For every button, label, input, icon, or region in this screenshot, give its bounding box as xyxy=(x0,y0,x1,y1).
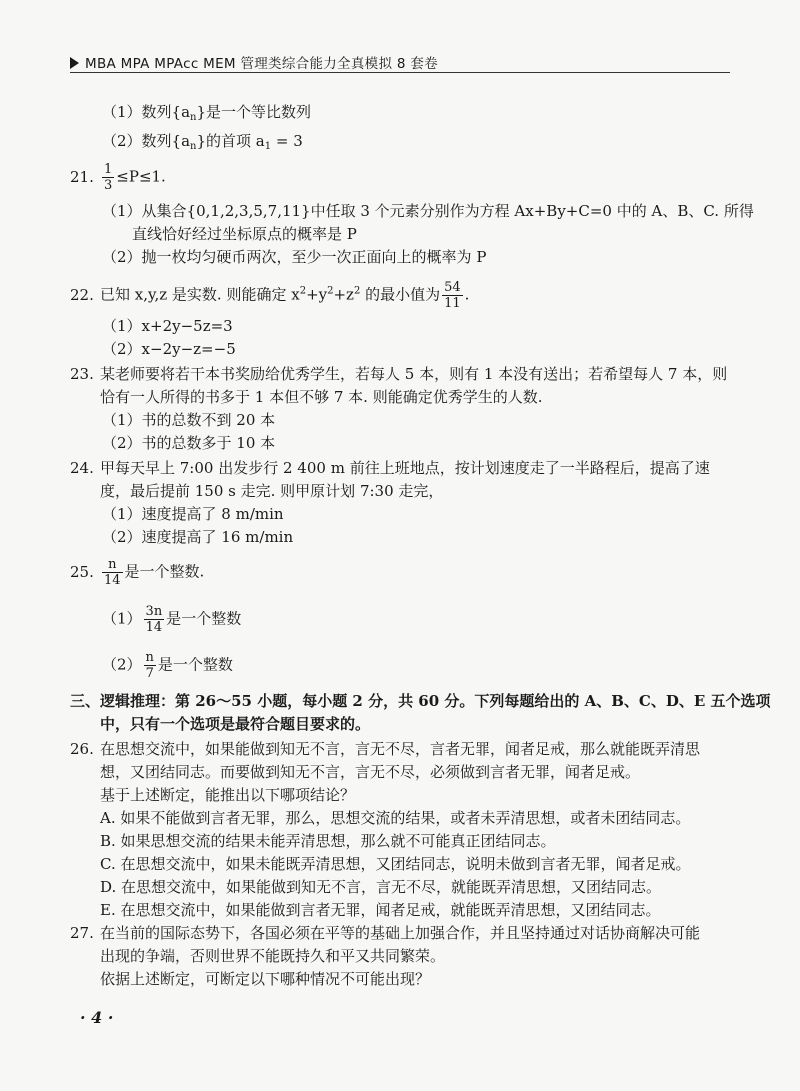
q22-sup-1: 2 xyxy=(299,285,307,297)
q26-option-d: D. 在思想交流中，如果能做到知无不言，言无不尽，就能既弄清思想，又团结同志。 xyxy=(100,878,662,896)
q20-c2-sub: n xyxy=(190,141,197,152)
q20-c1-sub: n xyxy=(190,112,197,123)
q22-fraction xyxy=(442,280,463,311)
running-header xyxy=(70,52,730,72)
q21-fraction xyxy=(102,162,114,193)
q22-stem-a: 已知 x,y,z 是实数. 则能确定 x xyxy=(100,285,300,304)
q22-sup-2: 2 xyxy=(327,285,334,297)
q23-stem-2: 恰有一人所得的书多于 1 本但不够 7 本. 则能确定优秀学生的人数. xyxy=(100,388,543,406)
q27-stem-1 xyxy=(70,923,700,943)
q23-condition-2: （2）书的总数多于 10 本 xyxy=(102,434,276,452)
q22-number: 22. xyxy=(70,285,94,304)
q27-number: 27. xyxy=(70,924,94,942)
q26-stem-3: 基于上述断定，能推出以下哪项结论？ xyxy=(100,786,356,804)
q20-c1-text: （1）数列{a xyxy=(102,103,191,121)
q24-number: 24. xyxy=(70,459,94,477)
q22-stem-b: +y xyxy=(306,285,328,304)
q26-stem-2: 想，又团结同志。而要做到知无不言，言无不尽，必须做到言者无罪，闻者足戒。 xyxy=(100,763,641,781)
q22-condition-1: （1）x+2y−5z=3 xyxy=(102,317,233,335)
q25-condition-2 xyxy=(102,650,233,681)
q25-c1-fraction xyxy=(144,604,165,635)
q25-c1-frac-top: 3n xyxy=(145,604,163,619)
q25-frac-bottom: 14 xyxy=(104,573,121,588)
q25-frac-top: n xyxy=(102,557,123,573)
q27-stem-2: 出现的争端，否则世界不能既持久和平又共同繁荣。 xyxy=(100,947,446,965)
q22-stem xyxy=(70,280,469,311)
q21-condition-2: （2）抛一枚均匀硬币两次，至少一次正面向上的概率为 P xyxy=(102,248,487,266)
q21-stem xyxy=(70,162,166,193)
q26-option-b: B. 如果思想交流的结果未能弄清思想，那么就不可能真正团结同志。 xyxy=(100,832,556,850)
q20-c2-mid: }的首项 a xyxy=(196,132,265,150)
q24-line-1: 甲每天早上 7:00 出发步行 2 400 m 前往上班地点，按计划速度走了一半路程后，提高了速 xyxy=(100,459,710,477)
q25-condition-1 xyxy=(102,604,241,635)
section-3-heading-1: 三、逻辑推理：第 26～55 小题，每小题 2 分，共 60 分。下列每题给出的 A、B、C、D、E 五个选项 xyxy=(70,692,771,710)
section-3-heading-2: 中，只有一个选项是最符合题目要求的。 xyxy=(100,715,371,733)
q23-condition-1: （1）书的总数不到 20 本 xyxy=(102,411,276,429)
q26-number: 26. xyxy=(70,740,94,758)
q25-c1-end: 是一个整数 xyxy=(166,609,242,628)
q21-frac-bottom: 3 xyxy=(104,178,113,193)
q25-c2-end: 是一个整数 xyxy=(157,655,233,674)
q25-c2-frac-bottom: 7 xyxy=(145,666,154,681)
q22-stem-c: +z xyxy=(333,285,354,304)
q21-stem-end: ≤P≤1. xyxy=(116,167,166,186)
q25-fraction xyxy=(102,557,123,588)
q23-stem-1 xyxy=(70,364,727,384)
q27-stem-3: 依据上述断定，可断定以下哪种情况不可能出现？ xyxy=(100,970,431,988)
header-rule xyxy=(70,72,730,73)
q21-condition-1b: 直线恰好经过坐标原点的概率是 P xyxy=(132,225,357,243)
q24-stem-1 xyxy=(70,458,710,478)
q20-c2-sub2: 1 xyxy=(264,141,272,152)
q20-c2-end: = 3 xyxy=(271,132,303,150)
q25-c2-prefix: （2） xyxy=(102,655,142,674)
q24-condition-1: （1）速度提高了 8 m/min xyxy=(102,505,284,523)
q23-number: 23. xyxy=(70,365,94,383)
q26-line-1: 在思想交流中，如果能做到知无不言，言无不尽，言者无罪，闻者足戒，那么就能既弄清思 xyxy=(100,740,701,758)
q20-condition-1 xyxy=(102,102,311,128)
header-title: MBA MPA MPAcc MEM 管理类综合能力全真模拟 8 套卷 xyxy=(85,56,438,72)
q26-option-a: A. 如果不能做到言者无罪，那么，思想交流的结果，或者未弄清思想，或者未团结同志。 xyxy=(100,809,691,827)
q22-stem-d: 的最小值为 xyxy=(360,285,441,304)
q21-number: 21. xyxy=(70,167,94,186)
q24-stem-2: 度，最后提前 150 s 走完. 则甲原计划 7:30 走完， xyxy=(100,482,444,500)
q20-condition-2 xyxy=(102,131,303,157)
q21-frac-top: 1 xyxy=(104,162,113,177)
q25-number: 25. xyxy=(70,562,94,581)
q20-c2-text: （2）数列{a xyxy=(102,132,191,150)
q25-stem-end: 是一个整数. xyxy=(124,562,205,581)
q24-condition-2: （2）速度提高了 16 m/min xyxy=(102,528,294,546)
q27-line-1: 在当前的国际态势下，各国必须在平等的基础上加强合作，并且坚持通过对话协商解决可能 xyxy=(100,924,701,942)
q22-stem-end: . xyxy=(464,285,470,304)
triangle-icon xyxy=(70,57,79,69)
q22-condition-2: （2）x−2y−z=−5 xyxy=(102,340,236,358)
q25-c2-fraction xyxy=(144,650,156,681)
q21-condition-1a: （1）从集合{0,1,2,3,5,7,11}中任取 3 个元素分别作为方程 Ax+By+C=0 中的 A、B、C. 所得 xyxy=(102,202,754,220)
q25-c1-prefix: （1） xyxy=(102,609,142,628)
q22-frac-bottom: 11 xyxy=(444,296,461,311)
q25-c2-frac-top: n xyxy=(145,650,154,665)
q20-c1-end: }是一个等比数列 xyxy=(196,103,312,121)
q23-line-1: 某老师要将若干本书奖励给优秀学生，若每人 5 本，则有 1 本没有送出；若希望每人 7 本，则 xyxy=(100,365,728,383)
q22-frac-top: 54 xyxy=(444,280,461,295)
q26-stem-1 xyxy=(70,739,700,759)
q26-option-e: E. 在思想交流中，如果能做到言者无罪，闻者足戒，就能既弄清思想，又团结同志。 xyxy=(100,901,661,919)
q26-option-c: C. 在思想交流中，如果未能既弄清思想，又团结同志，说明未做到言者无罪，闻者足戒。 xyxy=(100,855,691,873)
q22-sup-3: 2 xyxy=(353,285,361,297)
q25-stem xyxy=(70,557,204,588)
q25-c1-frac-bottom: 14 xyxy=(145,620,163,635)
page-number: · 4 · xyxy=(80,1008,114,1027)
